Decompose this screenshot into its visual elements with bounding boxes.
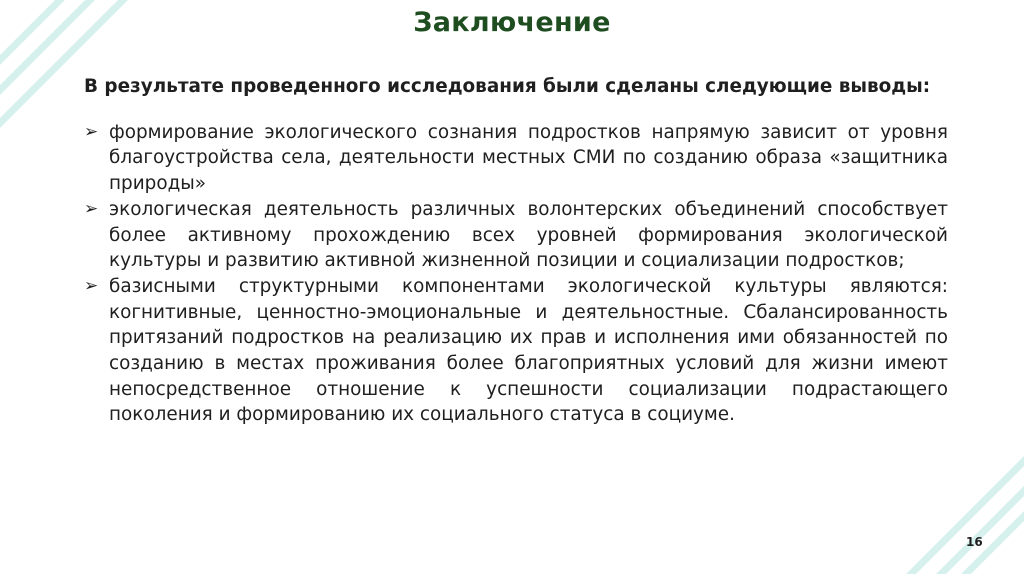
list-item-text: формирование экологического сознания подростков напрямую зависит от уровня благоустройства села, деятельности местных СМИ по созданию образа «защитника природы» — [109, 121, 948, 195]
arrow-bullet-icon: ➢ — [84, 275, 99, 296]
list-item-text: базисными структурными компонентами экологической культуры являются: когнитивные, ценностно-эмоциональные и деятельностные. Сбалансированность притязаний подростков на реализацию их прав и исполнения ими обязанностей по созданию в местах проживания более благоприятных условий для жизни имеют непосредственное отношение к успешности социализации подрастающего поколения и формированию их социального статуса в социуме. — [109, 275, 948, 426]
intro-paragraph: В результате проведенного исследования были сделаны следующие выводы: — [84, 76, 931, 97]
slide-content — [84, 74, 948, 428]
list-item — [84, 197, 948, 274]
page-number: 16 — [966, 535, 983, 549]
conclusions-list — [84, 120, 948, 428]
arrow-bullet-icon: ➢ — [84, 198, 99, 219]
list-item-text: экологическая деятельность различных волонтерских объединений способствует более активному прохождению всех уровней формирования экологической культуры и развитию активной жизненной позиции и социализации подростков; — [109, 198, 948, 272]
arrow-bullet-icon: ➢ — [84, 121, 99, 142]
deco-stripe — [905, 455, 1024, 574]
list-item — [84, 274, 948, 428]
list-item — [84, 120, 948, 197]
slide-title: Заключение — [413, 7, 611, 38]
